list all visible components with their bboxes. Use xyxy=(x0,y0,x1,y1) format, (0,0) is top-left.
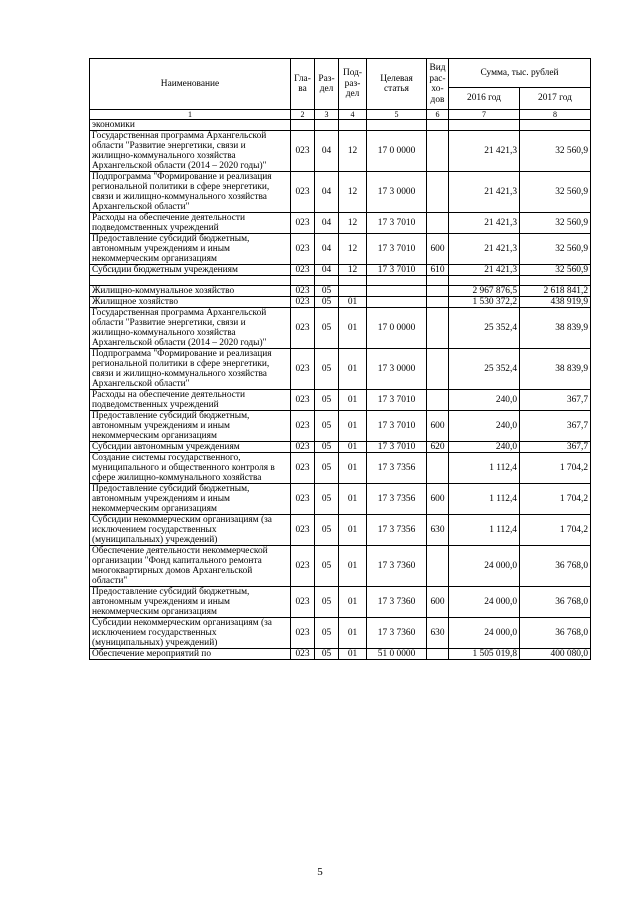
row-podrazdel: 12 xyxy=(339,213,367,234)
row-name: Расходы на обеспечение деятельности подведомственных учреждений xyxy=(90,213,291,234)
row-razdel: 05 xyxy=(315,308,339,349)
row-target: 17 3 0000 xyxy=(367,349,427,390)
row-sum-2017: 36 768,0 xyxy=(520,587,591,618)
row-podrazdel: 01 xyxy=(339,442,367,453)
row-sum-2016 xyxy=(449,120,520,131)
row-vid xyxy=(427,131,449,172)
row-sum-2016: 1 530 372,2 xyxy=(449,297,520,308)
row-name: Субсидии бюджетным учреждениям xyxy=(90,265,291,276)
row-target: 17 0 0000 xyxy=(367,308,427,349)
row-podrazdel: 12 xyxy=(339,234,367,265)
row-sum-2016: 21 421,3 xyxy=(449,172,520,213)
row-target: 17 3 7010 xyxy=(367,411,427,442)
row-sum-2017: 2 618 841,2 xyxy=(520,286,591,297)
row-name: Предоставление субсидий бюджетным, автономным учреждениям и иным некоммерческим организациям xyxy=(90,411,291,442)
row-name: Субсидии некоммерческим организациям (за исключением государственных (муниципальных) учреждений) xyxy=(90,618,291,649)
row-sum-2016: 21 421,3 xyxy=(449,213,520,234)
row-vid: 620 xyxy=(427,442,449,453)
header-podrazdel: Под- раз- дел xyxy=(339,59,367,110)
row-sum-2017: 367,7 xyxy=(520,390,591,411)
header-sum: Сумма, тыс. рублей xyxy=(449,59,591,88)
row-vid xyxy=(427,297,449,308)
row-podrazdel: 01 xyxy=(339,546,367,587)
row-name: экономики xyxy=(90,120,291,131)
row-razdel: 05 xyxy=(315,453,339,484)
row-glava xyxy=(291,276,315,286)
row-razdel: 05 xyxy=(315,587,339,618)
row-name: Государственная программа Архангельской области "Развитие энергетики, связи и жилищно-коммунального хозяйства Архангельской области (2014 – 2020 годы)" xyxy=(90,131,291,172)
row-sum-2016: 2 967 876,5 xyxy=(449,286,520,297)
row-razdel: 05 xyxy=(315,546,339,587)
table-row xyxy=(90,286,591,297)
header-razdel: Раз- дел xyxy=(315,59,339,110)
row-target: 17 3 7356 xyxy=(367,484,427,515)
row-vid xyxy=(427,213,449,234)
row-glava: 023 xyxy=(291,265,315,276)
row-vid xyxy=(427,546,449,587)
row-razdel: 04 xyxy=(315,131,339,172)
table-row xyxy=(90,484,591,515)
table-row xyxy=(90,308,591,349)
row-glava: 023 xyxy=(291,515,315,546)
row-target: 51 0 0000 xyxy=(367,649,427,660)
row-vid xyxy=(427,390,449,411)
row-target: 17 3 7010 xyxy=(367,213,427,234)
row-sum-2017: 367,7 xyxy=(520,442,591,453)
row-sum-2017: 36 768,0 xyxy=(520,618,591,649)
row-target: 17 0 0000 xyxy=(367,131,427,172)
row-sum-2017: 32 560,9 xyxy=(520,213,591,234)
header-year-2017: 2017 год xyxy=(520,88,591,110)
row-target: 17 3 7010 xyxy=(367,265,427,276)
row-sum-2016: 24 000,0 xyxy=(449,618,520,649)
row-sum-2017: 32 560,9 xyxy=(520,265,591,276)
row-glava: 023 xyxy=(291,587,315,618)
row-vid xyxy=(427,286,449,297)
row-name: Предоставление субсидий бюджетным, автономным учреждениям и иным некоммерческим организациям xyxy=(90,484,291,515)
table-row xyxy=(90,276,591,286)
row-name: Государственная программа Архангельской области "Развитие энергетики, связи и жилищно-коммунального хозяйства Архангельской области (2014 – 2020 годы)" xyxy=(90,308,291,349)
header-glava: Гла- ва xyxy=(291,59,315,110)
row-podrazdel: 01 xyxy=(339,649,367,660)
table-row xyxy=(90,390,591,411)
row-sum-2017 xyxy=(520,276,591,286)
row-podrazdel xyxy=(339,286,367,297)
row-sum-2016: 25 352,4 xyxy=(449,349,520,390)
row-glava: 023 xyxy=(291,618,315,649)
row-sum-2016: 1 112,4 xyxy=(449,515,520,546)
row-podrazdel: 12 xyxy=(339,265,367,276)
header-name: Наименование xyxy=(90,59,291,110)
row-vid: 600 xyxy=(427,484,449,515)
row-target: 17 3 7356 xyxy=(367,453,427,484)
row-name: Жилищное хозяйство xyxy=(90,297,291,308)
row-target: 17 3 7010 xyxy=(367,442,427,453)
column-number-row xyxy=(90,110,591,120)
row-vid xyxy=(427,649,449,660)
row-glava: 023 xyxy=(291,649,315,660)
row-razdel: 04 xyxy=(315,213,339,234)
column-number: 6 xyxy=(427,110,449,120)
row-vid: 600 xyxy=(427,587,449,618)
row-glava: 023 xyxy=(291,390,315,411)
column-number: 4 xyxy=(339,110,367,120)
row-glava: 023 xyxy=(291,484,315,515)
row-podrazdel: 01 xyxy=(339,390,367,411)
row-target: 17 3 7360 xyxy=(367,618,427,649)
row-razdel: 04 xyxy=(315,265,339,276)
row-podrazdel: 01 xyxy=(339,515,367,546)
row-target xyxy=(367,120,427,131)
budget-table xyxy=(89,58,591,660)
row-podrazdel xyxy=(339,120,367,131)
row-glava: 023 xyxy=(291,442,315,453)
row-sum-2016: 1 112,4 xyxy=(449,453,520,484)
table-row xyxy=(90,546,591,587)
row-name: Предоставление субсидий бюджетным, автономным учреждениям и иным некоммерческим организациям xyxy=(90,234,291,265)
row-razdel: 05 xyxy=(315,649,339,660)
row-sum-2016 xyxy=(449,276,520,286)
row-target xyxy=(367,297,427,308)
table-row xyxy=(90,587,591,618)
row-name: Предоставление субсидий бюджетным, автономным учреждениям и иным некоммерческим организациям xyxy=(90,587,291,618)
table-row xyxy=(90,172,591,213)
row-vid xyxy=(427,308,449,349)
table-row xyxy=(90,349,591,390)
row-podrazdel xyxy=(339,276,367,286)
row-sum-2017: 38 839,9 xyxy=(520,349,591,390)
row-name: Субсидии некоммерческим организациям (за исключением государственных (муниципальных) учреждений) xyxy=(90,515,291,546)
row-razdel: 05 xyxy=(315,442,339,453)
row-sum-2017: 32 560,9 xyxy=(520,234,591,265)
header-year-2016: 2016 год xyxy=(449,88,520,110)
table-row xyxy=(90,297,591,308)
row-vid xyxy=(427,453,449,484)
row-glava: 023 xyxy=(291,453,315,484)
row-podrazdel: 01 xyxy=(339,308,367,349)
row-razdel: 04 xyxy=(315,234,339,265)
row-razdel: 04 xyxy=(315,172,339,213)
row-sum-2017: 1 704,2 xyxy=(520,515,591,546)
table-row xyxy=(90,453,591,484)
table-row xyxy=(90,515,591,546)
column-number: 3 xyxy=(315,110,339,120)
row-vid xyxy=(427,172,449,213)
row-name: Обеспечение мероприятий по xyxy=(90,649,291,660)
page-number: 5 xyxy=(317,866,323,878)
column-number: 7 xyxy=(449,110,520,120)
table-row xyxy=(90,213,591,234)
row-podrazdel: 01 xyxy=(339,484,367,515)
row-vid: 630 xyxy=(427,618,449,649)
table-body xyxy=(90,110,591,660)
table-row xyxy=(90,618,591,649)
header-target: Целевая статья xyxy=(367,59,427,110)
row-razdel: 05 xyxy=(315,411,339,442)
row-name: Подпрограмма "Формирование и реализация региональной политики в сфере энергетики, связи и жилищно-коммунального хозяйства Архангельской области" xyxy=(90,172,291,213)
row-razdel: 05 xyxy=(315,484,339,515)
row-sum-2017: 32 560,9 xyxy=(520,172,591,213)
row-name: Создание системы государственного, муниципального и общественного контроля в сфере жилищно-коммунального хозяйства xyxy=(90,453,291,484)
row-sum-2017 xyxy=(520,120,591,131)
row-sum-2016: 1 112,4 xyxy=(449,484,520,515)
row-glava: 023 xyxy=(291,297,315,308)
row-glava: 023 xyxy=(291,234,315,265)
table-row xyxy=(90,265,591,276)
row-razdel: 05 xyxy=(315,515,339,546)
row-sum-2017: 400 080,0 xyxy=(520,649,591,660)
row-name: Расходы на обеспечение деятельности подведомственных учреждений xyxy=(90,390,291,411)
row-podrazdel: 01 xyxy=(339,411,367,442)
row-vid: 600 xyxy=(427,411,449,442)
row-podrazdel: 01 xyxy=(339,349,367,390)
row-sum-2017: 38 839,9 xyxy=(520,308,591,349)
row-name: Жилищно-коммунальное хозяйство xyxy=(90,286,291,297)
row-glava: 023 xyxy=(291,131,315,172)
row-sum-2016: 24 000,0 xyxy=(449,587,520,618)
row-razdel xyxy=(315,120,339,131)
table-row xyxy=(90,411,591,442)
table-row xyxy=(90,131,591,172)
row-sum-2017: 32 560,9 xyxy=(520,131,591,172)
row-podrazdel: 01 xyxy=(339,587,367,618)
row-sum-2016: 21 421,3 xyxy=(449,131,520,172)
row-sum-2016: 240,0 xyxy=(449,390,520,411)
row-target: 17 3 7356 xyxy=(367,515,427,546)
row-podrazdel: 01 xyxy=(339,618,367,649)
row-podrazdel: 01 xyxy=(339,297,367,308)
column-number: 8 xyxy=(520,110,591,120)
column-number: 2 xyxy=(291,110,315,120)
row-sum-2016: 240,0 xyxy=(449,411,520,442)
row-vid: 600 xyxy=(427,234,449,265)
row-glava: 023 xyxy=(291,308,315,349)
row-sum-2016: 240,0 xyxy=(449,442,520,453)
row-target: 17 3 7360 xyxy=(367,587,427,618)
row-sum-2016: 21 421,3 xyxy=(449,234,520,265)
row-glava: 023 xyxy=(291,411,315,442)
row-razdel: 05 xyxy=(315,297,339,308)
row-sum-2017: 438 919,9 xyxy=(520,297,591,308)
row-target: 17 3 7360 xyxy=(367,546,427,587)
row-razdel: 05 xyxy=(315,349,339,390)
header-vid: Вид рас- хо- дов xyxy=(427,59,449,110)
row-target: 17 3 0000 xyxy=(367,172,427,213)
row-vid: 610 xyxy=(427,265,449,276)
row-razdel: 05 xyxy=(315,390,339,411)
row-sum-2016: 21 421,3 xyxy=(449,265,520,276)
row-sum-2017: 367,7 xyxy=(520,411,591,442)
table-row xyxy=(90,234,591,265)
row-podrazdel: 12 xyxy=(339,172,367,213)
column-number: 5 xyxy=(367,110,427,120)
row-sum-2016: 24 000,0 xyxy=(449,546,520,587)
row-glava xyxy=(291,120,315,131)
row-target xyxy=(367,276,427,286)
column-number: 1 xyxy=(90,110,291,120)
row-sum-2017: 36 768,0 xyxy=(520,546,591,587)
row-podrazdel: 01 xyxy=(339,453,367,484)
row-podrazdel: 12 xyxy=(339,131,367,172)
table-row xyxy=(90,442,591,453)
row-name: Обеспечение деятельности некоммерческой организации "Фонд капитального ремонта многоквартирных домов Архангельской области" xyxy=(90,546,291,587)
row-target xyxy=(367,286,427,297)
row-vid xyxy=(427,120,449,131)
row-razdel: 05 xyxy=(315,286,339,297)
row-razdel xyxy=(315,276,339,286)
row-sum-2017: 1 704,2 xyxy=(520,453,591,484)
row-sum-2017: 1 704,2 xyxy=(520,484,591,515)
row-sum-2016: 1 505 019,8 xyxy=(449,649,520,660)
table-row xyxy=(90,649,591,660)
table-row xyxy=(90,120,591,131)
row-glava: 023 xyxy=(291,213,315,234)
row-vid: 630 xyxy=(427,515,449,546)
row-vid xyxy=(427,276,449,286)
row-glava: 023 xyxy=(291,546,315,587)
row-name: Субсидии автономным учреждениям xyxy=(90,442,291,453)
row-target: 17 3 7010 xyxy=(367,390,427,411)
row-target: 17 3 7010 xyxy=(367,234,427,265)
row-name: Подпрограмма "Формирование и реализация региональной политики в сфере энергетики, связи и жилищно-коммунального хозяйства Архангельской области" xyxy=(90,349,291,390)
row-razdel: 05 xyxy=(315,618,339,649)
row-glava: 023 xyxy=(291,286,315,297)
row-sum-2016: 25 352,4 xyxy=(449,308,520,349)
row-name xyxy=(90,276,291,286)
row-glava: 023 xyxy=(291,172,315,213)
row-vid xyxy=(427,349,449,390)
row-glava: 023 xyxy=(291,349,315,390)
